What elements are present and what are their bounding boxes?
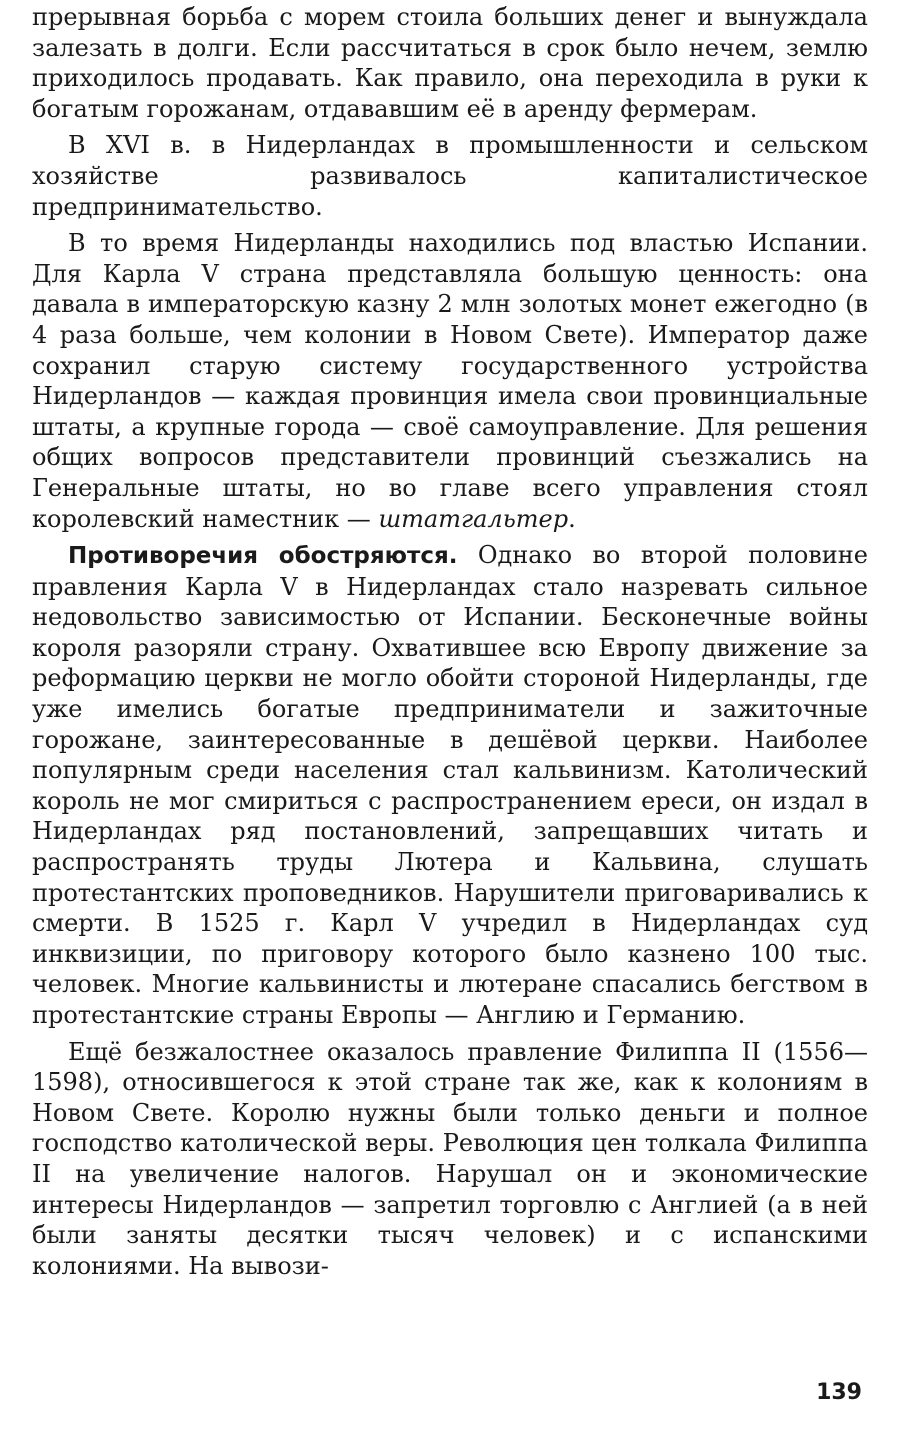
paragraph-2: В XVI в. в Нидерландах в промышленности и сельском хозяйстве развивалось капиталистическое предпринимательство. <box>32 131 868 221</box>
page-body <box>32 2 868 1287</box>
paragraph-3-end: . <box>568 504 576 533</box>
term-stadtholder: штатгальтер <box>378 504 569 533</box>
paragraph-4-text: Однако во второй половине правления Карла V в Нидерландах стало назревать сильное недовольство зависимостью от Испании. Бесконечные войны короля разоряли страну. Охватившее всю Европу движение за реформацию церкви не могло обойти стороной Нидерланды, где уже имелись богатые предприниматели и зажиточные горожане, заинтересованные в дешёвой церкви. Наиболее популярным среди населения стал кальвинизм. Католический король не мог смириться с распространением ереси, он издал в Нидерландах ряд постановлений, запрещавших читать и распространять труды Лютера и Кальвина, слушать протестантских проповедников. Нарушители приговаривались к смерти. В 1525 г. Карл V учредил в Нидерландах суд инквизиции, по приговору которого было казнено 100 тыс. человек. Многие кальвинисты и лютеране спасались бегством в протестантские страны Европы — Англию и Германию. <box>32 541 868 1029</box>
paragraph-5: Ещё безжалостнее оказалось правление Филиппа II (1556—1598), относившегося к этой стране так же, как к колониям в Новом Свете. Королю нужны были только деньги и полное господство католической веры. Революция цен толкала Филиппа II на увеличение налогов. Нарушал он и экономические интересы Нидерландов — запретил торговлю с Англией (а в ней были заняты десятки тысяч человек) и с испанскими колониями. На вывози- <box>32 1037 868 1280</box>
paragraph-3 <box>32 228 868 534</box>
page-number: 139 <box>816 1380 862 1405</box>
paragraph-1: прерывная борьба с морем стоила больших денег и вынуждала залезать в долги. Если рассчитаться в срок было нечем, землю приходилось продавать. Как правило, она переходила в руки к богатым горожанам, отдававшим её в аренду фермерам. <box>32 3 868 123</box>
paragraph-4 <box>32 540 868 1031</box>
paragraph-3-text: В то время Нидерланды находились под властью Испании. Для Карла V страна представляла большую ценность: она давала в императорскую казну 2 млн золотых монет ежегодно (в 4 раза больше, чем колонии в Новом Свете). Император даже сохранил старую систему государственного устройства Нидерландов — каждая провинция имела свои провинциальные штаты, а крупные города — своё самоуправление. Для решения общих вопросов представители провинций съезжались на Генеральные штаты, но во главе всего управления стоял королевский наместник — <box>32 229 868 533</box>
section-heading: Противоречия обостряются. <box>68 543 458 570</box>
